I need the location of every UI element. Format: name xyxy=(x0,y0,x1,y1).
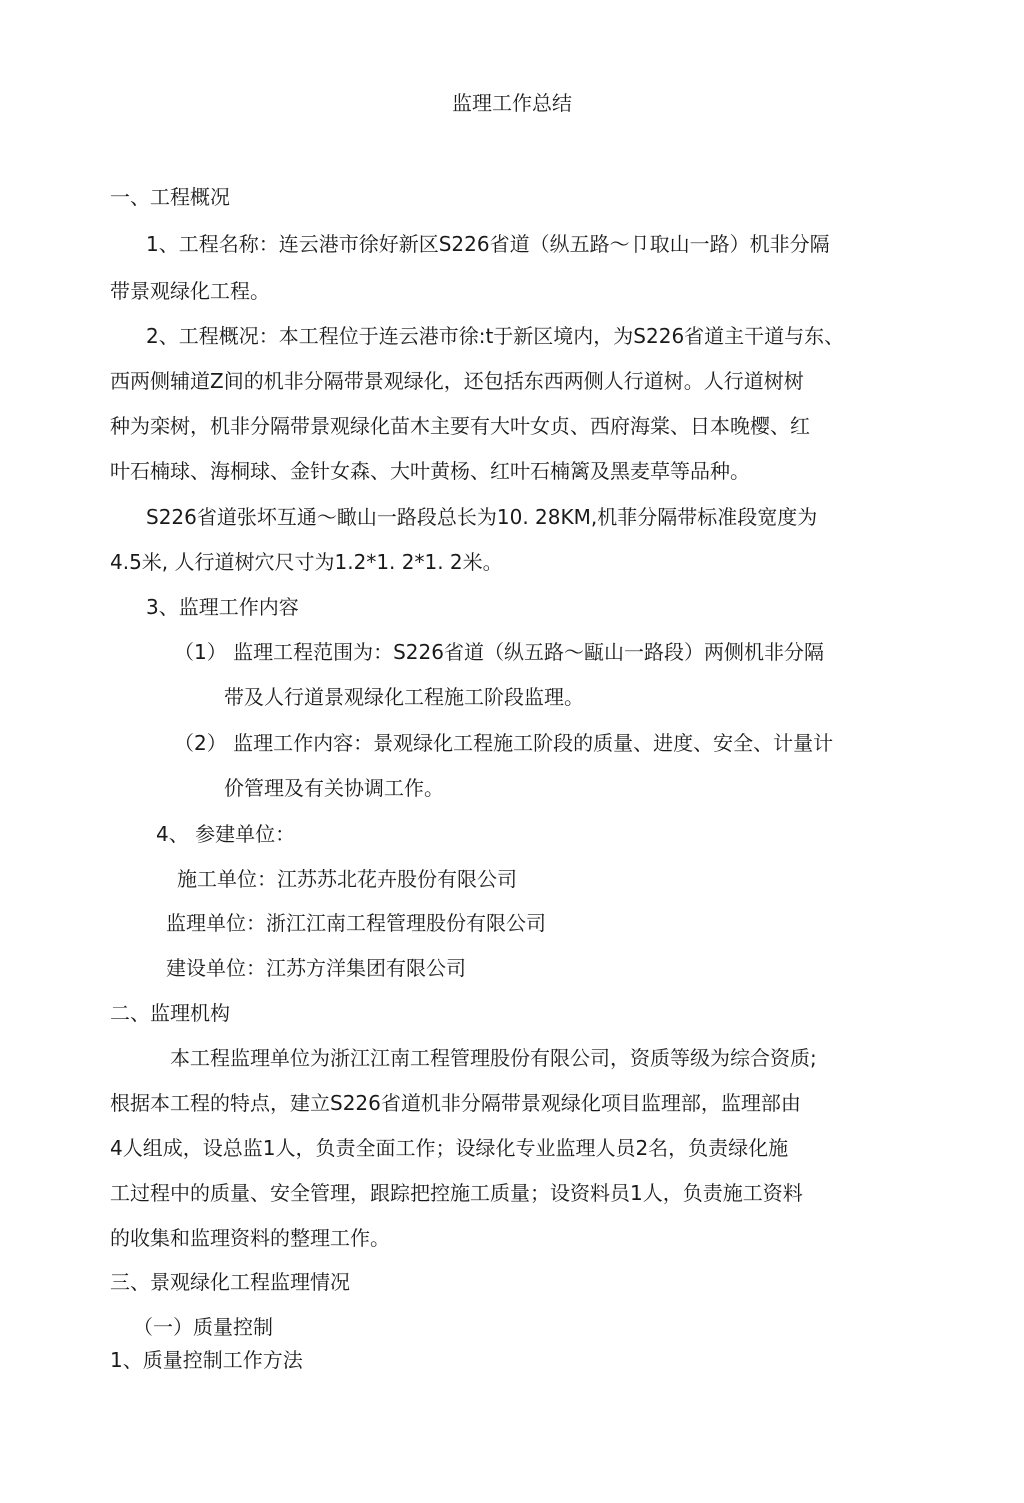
participants-heading: 4、 参建单位： xyxy=(156,822,296,846)
project-overview-line-2: 西两侧辅道Z间的机非分隔带景观绿化，还包括东西两侧人行道树。人行道树树 xyxy=(110,369,804,393)
road-length-line-2: 4.5米, 人行道树穴尺寸为1.2*1. 2*1. 2米。 xyxy=(110,550,503,574)
quality-control-heading: （一）质量控制 xyxy=(133,1315,273,1339)
organization-line-5: 的收集和监理资料的整理工作。 xyxy=(110,1226,390,1250)
section-3-heading: 三、景观绿化工程监理情况 xyxy=(110,1270,350,1294)
supervision-content-heading: 3、监理工作内容 xyxy=(146,595,299,619)
scope-line-2: 带及人行道景观绿化工程施工阶段监理。 xyxy=(224,685,584,709)
project-name-line-2: 带景观绿化工程。 xyxy=(110,279,270,303)
organization-line-2: 根据本工程的特点，建立S226省道机非分隔带景观绿化项目监理部，监理部由 xyxy=(110,1091,801,1115)
work-content-line-1: （2） 监理工作内容：景观绿化工程施工阶段的质量、进度、安全、计量计 xyxy=(174,731,834,755)
quality-method-heading: 1、质量控制工作方法 xyxy=(110,1348,303,1372)
organization-line-3: 4人组成，设总监1人，负责全面工作；设绿化专业监理人员2名，负责绿化施 xyxy=(110,1136,789,1160)
project-overview-line-3: 种为栾树，机非分隔带景观绿化苗木主要有大叶女贞、西府海棠、日本晚樱、红 xyxy=(110,414,810,438)
organization-line-1: 本工程监理单位为浙江江南工程管理股份有限公司，资质等级为综合资质; xyxy=(170,1046,817,1070)
document-title: 监理工作总结 xyxy=(452,91,572,115)
section-1-heading: 一、工程概况 xyxy=(110,185,230,209)
supervision-unit: 监理单位：浙江江南工程管理股份有限公司 xyxy=(166,911,546,935)
project-name-line-1: 1、工程名称：连云港市徐好新区S226省道（纵五路〜卩取山一路）机非分隔 xyxy=(146,232,830,256)
scope-line-1: （1） 监理工程范围为：S226省道（纵五路〜甌山一路段）两侧机非分隔 xyxy=(174,640,824,664)
work-content-line-2: 价管理及有关协调工作。 xyxy=(224,776,444,800)
construction-unit: 施工单位：江苏苏北花卉股份有限公司 xyxy=(177,867,517,891)
organization-line-4: 工过程中的质量、安全管理，跟踪把控施工质量；设资料员1人，负责施工资料 xyxy=(110,1181,803,1205)
project-overview-line-4: 叶石楠球、海桐球、金针女森、大叶黄杨、红叶石楠篱及黑麦草等品种。 xyxy=(110,459,750,483)
section-2-heading: 二、监理机构 xyxy=(110,1001,230,1025)
owner-unit: 建设单位：江苏方洋集团有限公司 xyxy=(166,956,466,980)
road-length-line-1: S226省道张坏互通〜瞰山一路段总长为10. 28KM,机菲分隔带标准段宽度为 xyxy=(146,505,818,529)
project-overview-line-1: 2、工程概况：本工程位于连云港市徐:t于新区境内，为S226省道主干道与东、 xyxy=(146,324,845,348)
